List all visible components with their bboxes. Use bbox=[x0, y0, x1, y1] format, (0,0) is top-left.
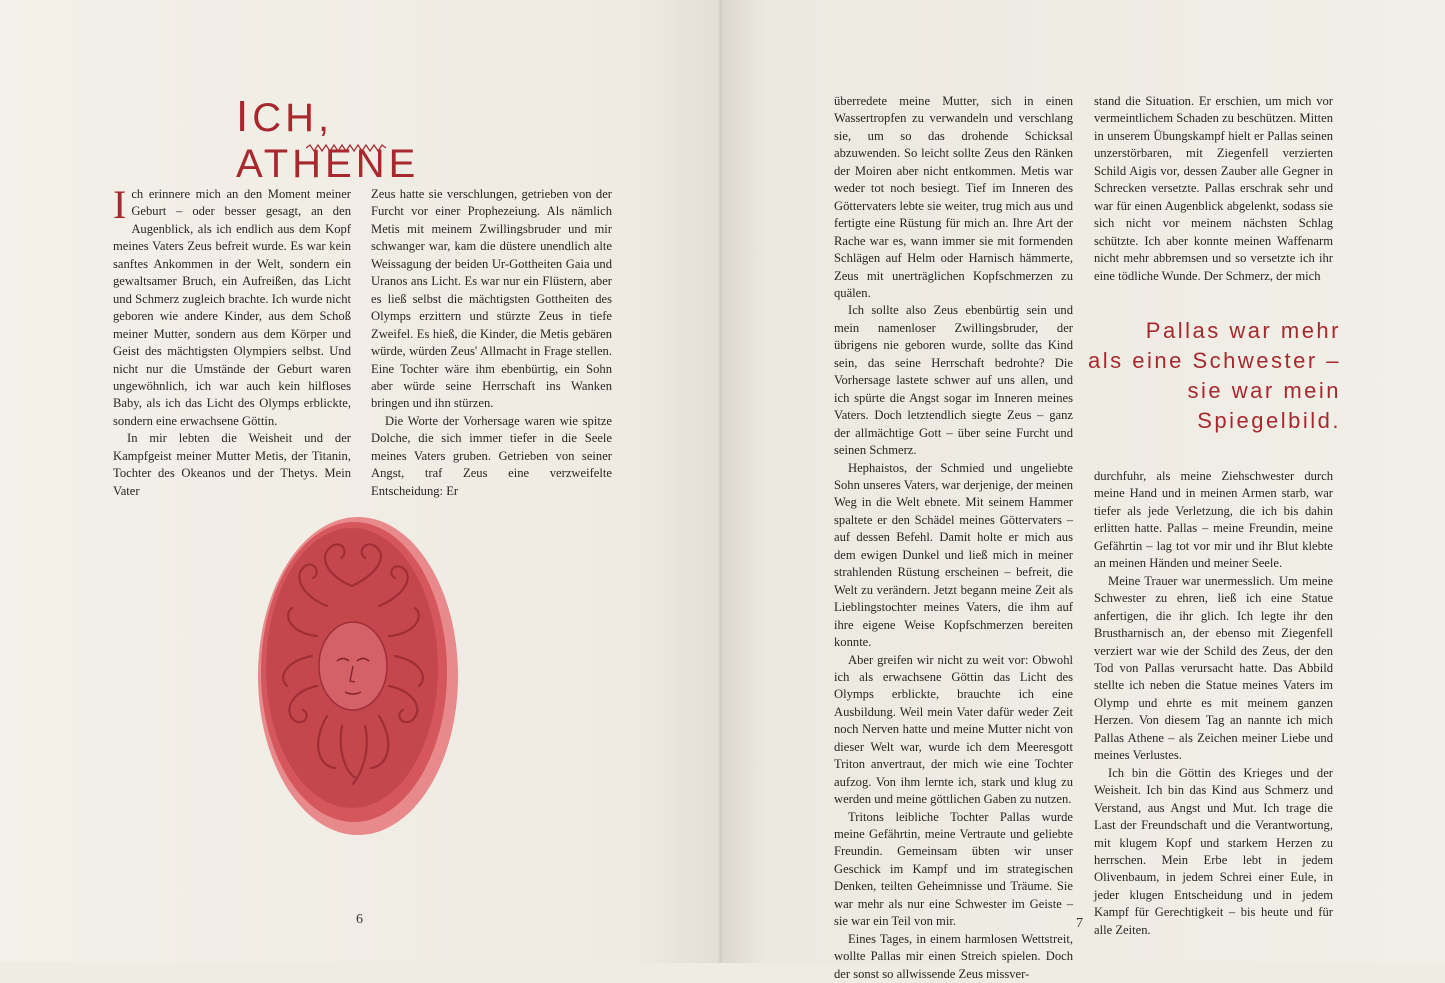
chapter-title: ICH, ATHENE bbox=[236, 92, 420, 186]
right-column-2-top bbox=[1094, 93, 1333, 285]
pull-quote-line: sie war mein bbox=[1187, 378, 1341, 403]
paragraph: Ich sollte also Zeus ebenbürtig sein und mein namenloser Zwillingsbruder, der übrigens nie geboren wurde, sollte das Kind sein, das seine Herrschaft bedrohte? Die Vorhersage lastete schwer auf uns allen, und ich spürte die Angst sogar im Inneren meines Vaters. Doch letztendlich siegte Zeus – ganz der allmächtige Gott – über seine Furcht und seinen Schmerz. bbox=[834, 303, 1073, 458]
paragraph: Aber greifen wir nicht zu weit vor: Obwohl ich als erwachsene Göttin das Licht des Olymps erblickte, brauchte ich eine Ausbildung. Weil mein Vater dafür weder Zeit noch Nerven hatte und meine Mutter nicht von dieser Welt war, wurde ich dem Meeresgott Triton anvertraut, der mich wie eine Tochter aufzog. Von ihm lernte ich, stark und klug zu werden und meine göttlichen Gaben zu nutzen. bbox=[834, 652, 1073, 807]
paragraph: Ich bin die Göttin des Krieges und der Weisheit. Ich bin das Kind aus Schmerz und Verstand, aus Angst und Mut. Ich trage die Last der Freundschaft und die Verantwortung, mit klugem Kopf und starkem Herzen zu herrschen. Mein Erbe lebt in jedem Olivenbaum, in jedem Schrei einer Eule, in jeder klugen Entscheidung und in jedem Kampf für Gerechtigkeit – bis heute und für alle Zeiten. bbox=[1094, 765, 1333, 937]
medusa-cameo-icon bbox=[257, 516, 459, 836]
paragraph: In mir lebten die Weisheit und der Kampfgeist meiner Mutter Metis, der Titanin, Tochter des Okeanos und der Thetys. Mein Vater bbox=[113, 431, 351, 498]
paragraph: Tritons leibliche Tochter Pallas wurde meine Gefährtin, meine Vertraute und geliebte Freundin. Gemeinsam übten wir unser Geschick im Kampf und im strategischen Denken, teilten Geheimnisse und Träume. Sie war mehr als nur eine Schwester im Geiste – sie war ein Teil von mir. bbox=[834, 809, 1073, 929]
paragraph: Ich erinnere mich an den Moment meiner Geburt – oder besser gesagt, an den Augenblick, als ich endlich aus dem Kopf meines Vaters Zeus befreit wurde. Es war kein sanftes Ankommen in der Welt, sondern ein gewaltsamer Bruch, ein Aufreißen, das Licht und Schmerz zugleich brachte. Ich wurde nicht geboren wie andere Kinder, aus dem Schoß meiner Mutter, sondern aus dem Körper und Geist des mächtigsten Olympiers selbst. Und nicht nur die Umstände der Geburt waren ungewöhnlich, ich war auch kein hilfloses Baby, als ich das Licht des Olymps erblickte, sondern eine erwachsene Göttin. bbox=[113, 182, 351, 428]
page-number: 7 bbox=[1076, 916, 1083, 931]
paragraph: durchfuhr, als meine Ziehschwester durch meine Hand und in meinen Armen starb, war tiefer als jede Verletzung, die ich bis dahin erlitten hatte. Pallas – meine Freundin, meine Gefährtin – lag tot vor mir und ihr Blut klebte an meinen Händen und meiner Seele. bbox=[1094, 469, 1333, 571]
right-column-2-bottom bbox=[1094, 468, 1333, 939]
pull-quote-line: Pallas war mehr bbox=[1145, 318, 1341, 343]
right-column-1 bbox=[834, 93, 1073, 983]
left-column-2 bbox=[371, 186, 612, 500]
page-number: 6 bbox=[356, 912, 363, 927]
paragraph: Eines Tages, in einem harmlosen Wettstreit, wollte Pallas mir einen Streich spielen. Doch der sonst so allwissende Zeus missver- bbox=[834, 931, 1073, 981]
zigzag-ornament-icon bbox=[306, 143, 386, 153]
paragraph: Zeus hatte sie verschlungen, getrieben von der Furcht vor einer Prophezeiung. Als nämlich Metis mit meinem Zwillingsbruder und mir schwanger war, kam die düstere unendlich alte Weissagung der beiden Ur-Gottheiten Gaia und Uranos ans Licht. Es war nur ein Flüstern, aber es ließ selbst die mächtigsten Gottheiten des Olymps erzittern und stürzte Zeus in tiefe Zweifel. Es hieß, die Kinder, die Metis gebären würde, würden Zeus' Allmacht in Frage stellen. Eine Tochter wäre ihm ebenbürtig, ein Sohn aber würde seine Herrschaft ins Wanken bringen und ihn stürzen. bbox=[371, 187, 612, 411]
paragraph: Hephaistos, der Schmied und ungeliebte Sohn unseres Vaters, war derjenige, der meinen Weg in die Welt ebnete. Mit seinem Hammer spaltete er den Schädel meines Göttervaters – auf dessen Befehl. Damit holte er mich aus dem ewigen Dunkel und ließ mich in meiner strahlenden Rüstung erscheinen – befreit, die Welt zu verändern. Jetzt begann meine Zeit als Lieblingstochter meines Vaters, die ihm auf ihre eigene Weise Kopfschmerzen bereiten konnte. bbox=[834, 460, 1073, 650]
left-column-1 bbox=[113, 182, 351, 500]
paragraph: Die Worte der Vorhersage waren wie spitze Dolche, die sich immer tiefer in die Seele meines Vaters gruben. Getrieben von seiner Angst, traf Zeus eine verzweifelte Entscheidung: Er bbox=[371, 413, 612, 498]
drop-cap: I bbox=[113, 182, 127, 227]
pull-quote bbox=[1041, 316, 1341, 436]
pull-quote-line: Spiegelbild. bbox=[1197, 408, 1341, 433]
paragraph: überredete meine Mutter, sich in einen Wassertropfen zu verwandeln und verschlang sie, um so das drohende Schicksal abzuwenden. So leicht sollte Zeus den Ränken der Moiren aber nicht entkommen. Metis war weder tot noch besiegt. Tief im Inneren des Göttervaters lebte sie weiter, trug mich aus und fertigte eine Rüstung für mich an. Ihre Art der Rache war es, wann immer sie mit formenden Schlägen auf Helm oder Harnisch hämmerte, Zeus mit unerträglichen Kopfschmerzen zu quälen. bbox=[834, 94, 1073, 300]
paragraph: stand die Situation. Er erschien, um mich vor vermeintlichem Schaden zu beschützen. Mitten in unserem Übungskampf hielt er Pallas seinen unzerstörbaren, mit Ziegenfell verzierten Schild Aigis vor, dessen Zauber alle Gegner in Schrecken versetzte. Pallas erschrak sehr und war für einen Augenblick abgelenkt, sodass sie sich nicht vor meinem nächsten Schlag schützte. Ich aber konnte meinen Waffenarm nicht mehr abbremsen und so versetzte ich ihr eine tödliche Wunde. Der Schmerz, der mich bbox=[1094, 94, 1333, 283]
paragraph: Meine Trauer war unermesslich. Um meine Schwester zu ehren, ließ ich eine Statue anfertigen, die ihr glich. Ich legte ihr den Brustharnisch an, der ebenso mit Ziegenfell verziert war wie der Schild des Zeus, der den Tod von Pallas verursacht hatte. Das Abbild stellte ich neben die Statue meines Vaters im Olymp und ehrte es mit meinem ganzen Herzen. Von diesem Tag an nannte ich mich Pallas Athene – als Zeichen meiner Liebe und meines Verlustes. bbox=[1094, 573, 1333, 763]
pull-quote-line: als eine Schwester – bbox=[1088, 348, 1341, 373]
left-page bbox=[0, 0, 722, 963]
right-page bbox=[722, 0, 1445, 963]
